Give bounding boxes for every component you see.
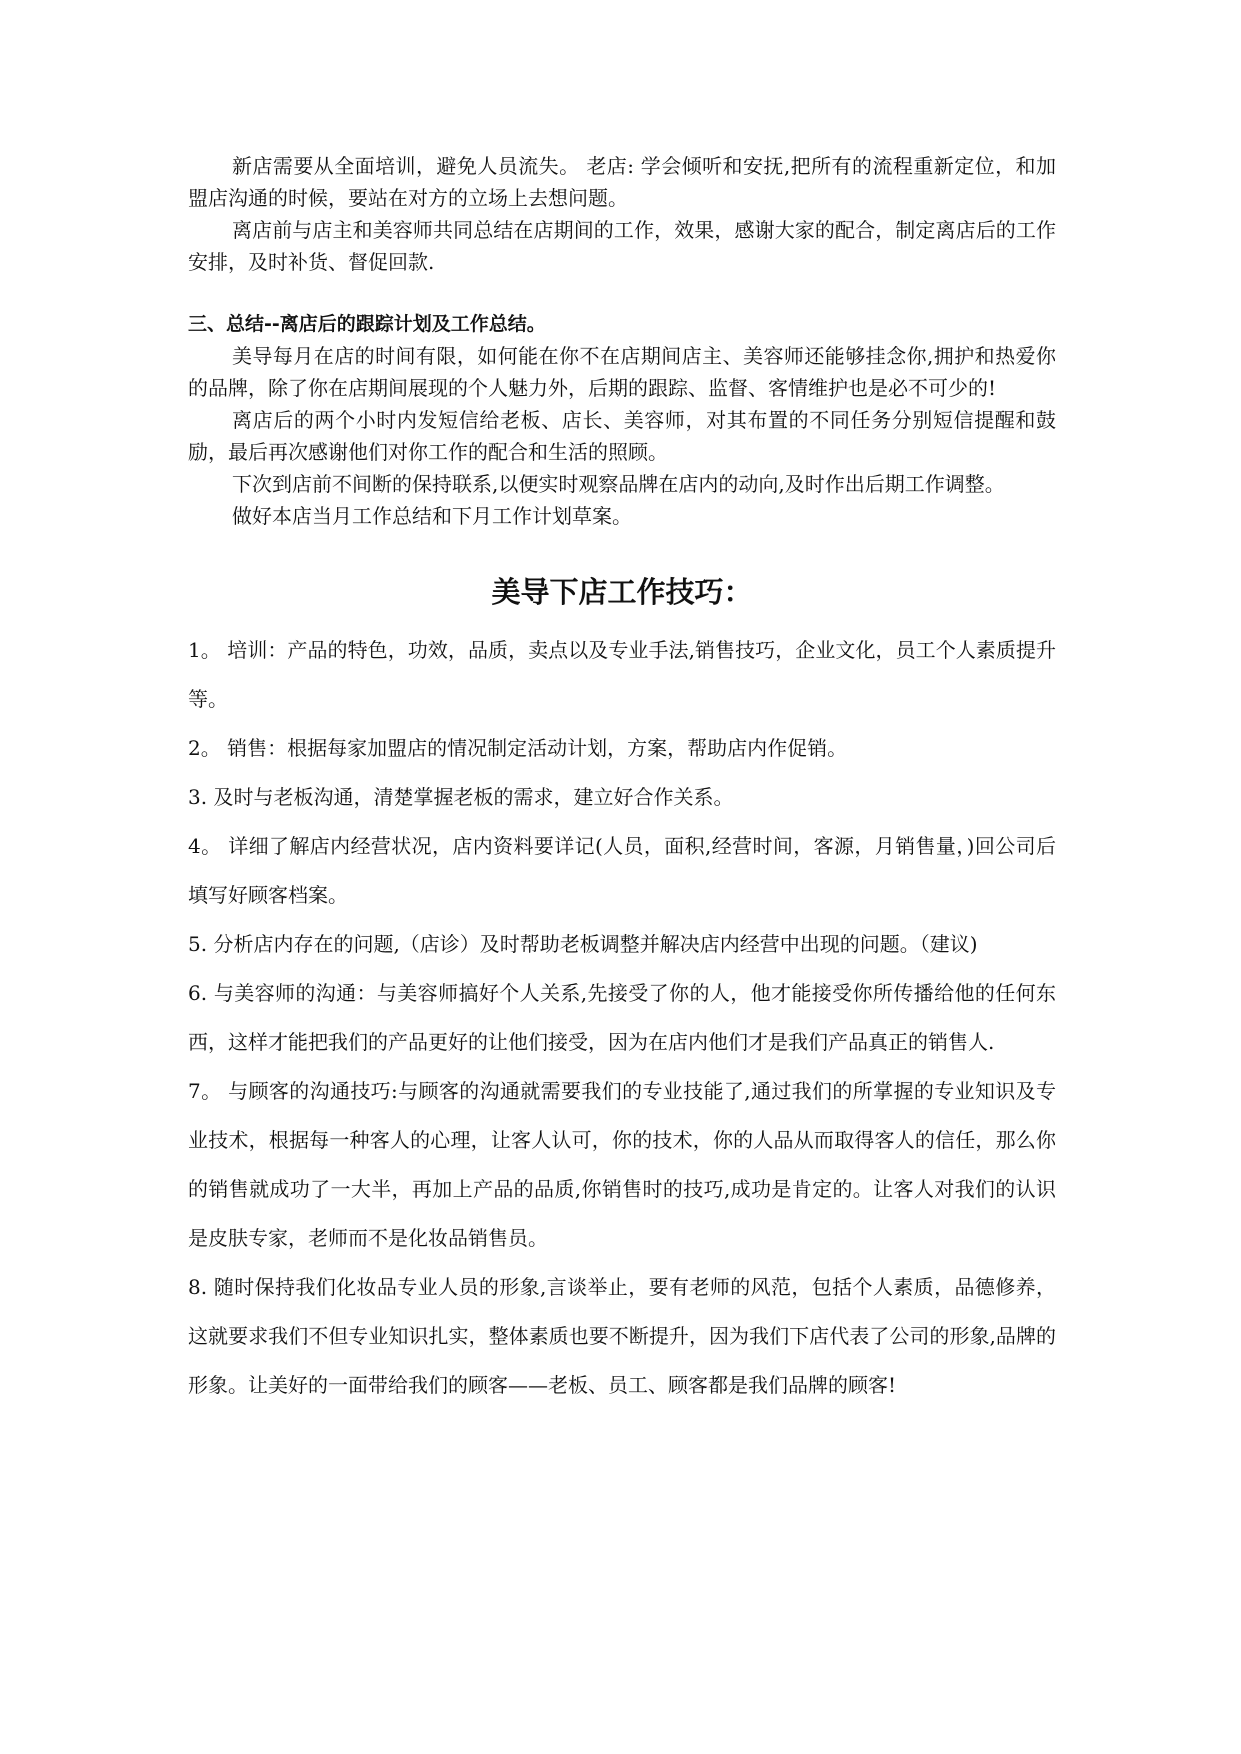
tip-item-7: 7。 与顾客的沟通技巧:与顾客的沟通就需要我们的专业技能了,通过我们的所掌握的专业知识及专业技术，根据每一种客人的心理，让客人认可，你的技术，你的人品从而取得客人的信任，那么你的销售就成功了一大半，再加上产品的品质,你销售时的技巧,成功是肯定的。让客人对我们的认识是皮肤专家，老师而不是化妆品销售员。 [188, 1079, 1056, 1250]
section-3-paragraph-1: 美导每月在店的时间有限，如何能在你不在店期间店主、美容师还能够挂念你,拥护和热爱你的品牌，除了你在店期间展现的个人魅力外，后期的跟踪、监督、客情维护也是必不可少的! [188, 344, 1056, 400]
spacer [188, 532, 1056, 572]
tip-item-2: 2。 销售：根据每家加盟店的情况制定活动计划，方案，帮助店内作促销。 [188, 736, 848, 760]
tips-title: 美导下店工作技巧： [491, 575, 753, 609]
section-3-paragraph-3: 下次到店前不间断的保持联系,以便实时观察品牌在店内的动向,及时作出后期工作调整。 [232, 472, 1005, 496]
tip-item-4: 4。 详细了解店内经营状况，店内资料要详记(人员，面积,经营时间，客源，月销售量，)回公司后填写好顾客档案。 [188, 834, 1056, 907]
spacer [188, 278, 1056, 308]
tip-item-1: 1。 培训：产品的特色，功效，品质，卖点以及专业手法,销售技巧，企业文化，员工个人素质提升等。 [188, 638, 1056, 711]
section-3-paragraph-2: 离店后的两个小时内发短信给老板、店长、美容师，对其布置的不同任务分别短信提醒和鼓励，最后再次感谢他们对你工作的配合和生活的照顾。 [188, 408, 1056, 464]
intro-paragraph-1: 新店需要从全面培训，避免人员流失。 老店: 学会倾听和安抚,把所有的流程重新定位，和加盟店沟通的时候，要站在对方的立场上去想问题。 [188, 154, 1056, 210]
tip-item-3: 3. 及时与老板沟通，清楚掌握老板的需求，建立好合作关系。 [188, 785, 734, 809]
section-3-paragraph-4: 做好本店当月工作总结和下月工作计划草案。 [232, 504, 632, 528]
section-3-heading: 三、总结--离店后的跟踪计划及工作总结。 [188, 313, 546, 335]
intro-paragraph-2: 离店前与店主和美容师共同总结在店期间的工作，效果，感谢大家的配合，制定离店后的工作安排，及时补货、督促回款. [188, 218, 1056, 274]
tip-item-6: 6. 与美容师的沟通：与美容师搞好个人关系,先接受了你的人，他才能接受你所传播给他的任何东西，这样才能把我们的产品更好的让他们接受，因为在店内他们才是我们产品真正的销售人. [188, 981, 1056, 1054]
tip-item-8: 8. 随时保持我们化妆品专业人员的形象,言谈举止，要有老师的风范，包括个人素质，品德修养，这就要求我们不但专业知识扎实，整体素质也要不断提升，因为我们下店代表了公司的形象,品牌的形象。让美好的一面带给我们的顾客——老板、员工、顾客都是我们品牌的顾客! [188, 1275, 1056, 1397]
document-body [188, 150, 1056, 1410]
tip-item-5: 5. 分析店内存在的问题,（店诊）及时帮助老板调整并解决店内经营中出现的问题。（建议) [188, 932, 978, 956]
